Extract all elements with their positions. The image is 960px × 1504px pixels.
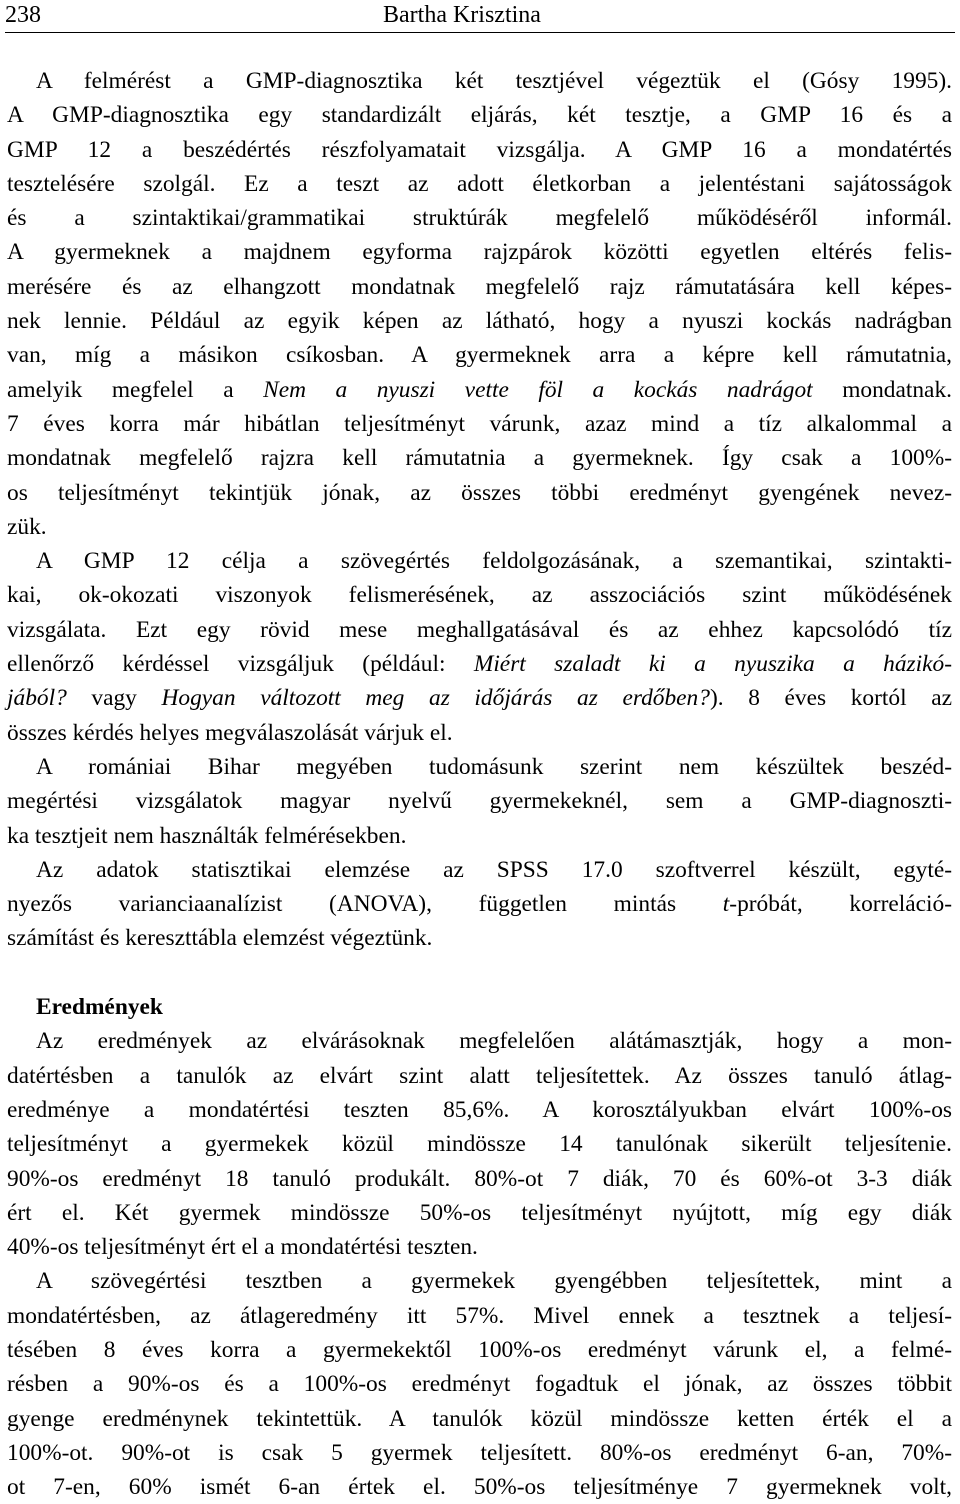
paragraph-method (7, 64, 952, 544)
text-line: kai, ok-okozati viszonyok felismerésének, az asszociációs szint működésének (7, 582, 952, 609)
text-line: 90%-os eredményt 18 tanuló produkált. 80%-ot 7 diák, 70 és 60%-ot 3-3 diák (7, 1165, 952, 1192)
text-line: tesztelésére szolgál. Ez a teszt az adott életkorban a jelentéstani sajátosságok (7, 170, 952, 197)
text-line: os teljesítményt tekintjük jónak, az összes többi eredményt gyengének nevez- (7, 479, 952, 506)
text-line: A GMP 12 célja a szövegértés feldolgozásának, a szemantikai, szintakti- (36, 548, 952, 575)
text-line: gyenge eredménynek tekintettük. A tanulók közül mindössze ketten érték el a (7, 1405, 952, 1432)
text-line: mondatnak megfelelő rajzra kell rámutatnia a gyermeknek. Így csak a 100%- (7, 445, 952, 472)
text-line: számítást és kereszttábla elemzést végeztünk. (7, 925, 433, 952)
text-run: vagy (66, 685, 162, 712)
text-line: zük. (7, 513, 47, 540)
paragraph-bihar (7, 750, 952, 853)
text-line: A GMP-diagnosztika egy standardizált eljárás, két tesztje, a GMP 16 és a (7, 102, 952, 129)
example-question: Miért szaladt ki a nyuszika a házikó- (473, 651, 953, 678)
text-line: megértési vizsgálatok magyar nyelvű gyermekeknél, sem a GMP-diagnoszti- (7, 788, 952, 815)
paragraph-results-text (7, 1264, 952, 1504)
text-line: datértésben a tanulók az elvárt szint alatt teljesítettek. Az összes tanuló átlag- (7, 1062, 952, 1089)
text-line (7, 887, 952, 921)
running-head-author: Bartha Krisztina (383, 2, 541, 28)
text-line: 40%-os teljesítményt ért el a mondatértési teszten. (7, 1234, 478, 1261)
text-run: ellenőrző kérdéssel vizsgáljuk (például: (7, 651, 474, 678)
text-line: teljesítményt a gyermekek közül mindössze 14 tanulónak sikerült teljesítenie. (7, 1131, 952, 1158)
text-line: vizsgálata. Ezt egy rövid mese meghallgatásával és az ehhez kapcsolódó tíz (7, 616, 952, 643)
t-symbol: t (722, 891, 730, 918)
example-question: Hogyan változott meg az időjárás az erdőben? (161, 685, 710, 712)
text-line: van, míg a másikon csíkosban. A gyermeknek arra a képre kell rámutatnia, (7, 342, 952, 369)
text-line: ka tesztjeit nem használták felmérésekben. (7, 822, 407, 849)
text-line: ot 7-en, 60% ismét 6-an értek el. 50%-os teljesítménye 7 gyermeknek volt, (7, 1474, 952, 1501)
text-line: Az adatok statisztikai elemzése az SPSS 17.0 szoftverrel készült, egyté- (36, 856, 952, 883)
text-line: A felmérést a GMP-diagnosztika két tesztjével végeztük el (Gósy 1995). (36, 68, 952, 94)
text-line: nek lennie. Például az egyik képen az látható, hogy a nyuszi kockás nadrágban (7, 308, 952, 335)
page-number: 238 (5, 2, 41, 28)
text-line: ért el. Két gyermek mindössze 50%-os teljesítményt nyújtott, míg egy diák (7, 1199, 952, 1226)
text-line: merésére és az elhangzott mondatnak megfelelő rajz rámutatására kell képes- (7, 273, 952, 300)
text-line: és a szintaktikai/grammatikai struktúrák megfelelő működéséről informál. (7, 205, 952, 232)
text-line: A gyermeknek a majdnem egyforma rajzpárok közötti egyetlen eltérés felis- (7, 239, 952, 266)
page-body (7, 64, 952, 1504)
text-line: Az eredmények az elvárásoknak megfelelően alátámasztják, hogy a mon- (36, 1028, 952, 1055)
text-run: mondatnak. (812, 376, 952, 403)
text-line: A szövegértési tesztben a gyermekek gyengébben teljesítettek, mint a (36, 1268, 952, 1295)
section-gap (7, 956, 952, 990)
text-run: -próbát, korreláció- (729, 891, 952, 918)
text-line: eredménye a mondatértési teszten 85,6%. A korosztályukban elvárt 100%-os (7, 1096, 952, 1123)
text-line: résben a 90%-os és a 100%-os eredményt fogadtuk el jónak, az összes többit (7, 1371, 952, 1398)
text-run: nyezős varianciaanalízist (ANOVA), független mintás (7, 891, 723, 918)
example-sentence: Nem a nyuszi vette föl a kockás nadrágot (263, 376, 813, 403)
paragraph-results-sentence (7, 1024, 952, 1264)
text-line: mondatértésben, az átlageredmény itt 57%. Mivel ennek a tesztnek a teljesí- (7, 1302, 952, 1329)
text-line: 7 éves korra már hibátlan teljesítményt várunk, azaz mind a tíz alkalommal a (7, 410, 952, 437)
text-run: ). 8 éves kortól az (709, 685, 953, 712)
text-line: GMP 12 a beszédértés részfolyamatait vizsgálja. A GMP 16 a mondatértés (7, 136, 952, 163)
text-line (7, 681, 952, 715)
text-line: tésében 8 éves korra a gyermekektől 100%-os eredményt várunk el, a felmé- (7, 1336, 952, 1363)
text-line (7, 373, 952, 407)
text-line: A romániai Bihar megyében tudomásunk szerint nem készültek beszéd- (36, 753, 952, 780)
text-line: 100%-ot. 90%-ot is csak 5 gyermek teljesített. 80%-os eredményt 6-an, 70%- (7, 1439, 952, 1466)
running-header (5, 0, 955, 33)
paragraph-gmp12 (7, 544, 952, 750)
text-line: összes kérdés helyes megválaszolását várjuk el. (7, 719, 453, 746)
example-question: jából? (7, 685, 67, 712)
section-heading: Eredmények (36, 994, 163, 1021)
text-line (7, 647, 952, 681)
paragraph-statistics (7, 853, 952, 956)
text-run: amelyik megfelel a (7, 376, 264, 403)
